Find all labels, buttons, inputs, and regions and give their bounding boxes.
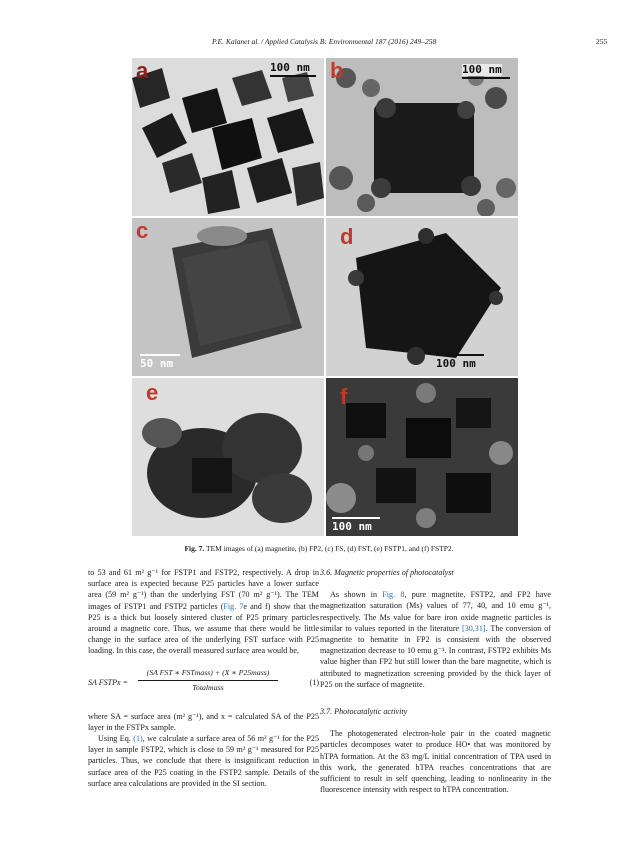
panel-b-scale-bar <box>462 77 510 79</box>
left-p3-a: Using Eq. <box>98 734 134 744</box>
left-paragraph-3 <box>88 733 319 789</box>
panel-d <box>326 218 518 376</box>
fig8-link[interactable]: Fig. 8 <box>382 590 405 600</box>
panel-f <box>326 378 518 536</box>
panel-c-scale: 50 nm <box>140 357 174 370</box>
panel-d-scale: 100 nm <box>436 357 476 370</box>
equation-1 <box>88 665 319 701</box>
panel-b <box>326 58 518 216</box>
fig7-link[interactable]: Fig. 7 <box>223 601 244 611</box>
panel-a-label: a <box>136 58 149 83</box>
panel-a-scale-bar <box>270 75 316 77</box>
left-p1-text: to 53 and 61 m² g⁻¹ for FSTP1 and FSTP2, respectively. A drop in surface area is expected because P25 particles have a lower surface area (59 m² g⁻¹) than the underlying FST (70 m² g⁻¹). The TEM images of FSTP1 and FSTP2 particles ( <box>88 568 319 611</box>
panel-f-label: f <box>340 384 348 409</box>
panel-c <box>132 218 324 376</box>
left-p1-rest: e and f) show that the P25 is a thick but loosely sintered cluster of P25 primary particles around a magnetic core. Thus, we assume that there would be little change in the surface area of the underlying FST surface with P25 loading. In this case, the overall measured surface area would be, <box>88 601 319 656</box>
section-heading-3-6: 3.6. Magnetic properties of photocatalyst <box>320 568 454 577</box>
right-p1-c: . The conversion of magnetite to hematite in FP2 is consistent with the observed magnetization decrease to 10 emu g⁻¹. In contrast, FSTP2 exhibits Ms value higher than FP2 but still lower than the bare magnetite, which is attributed to magnetization screening provided by the thick layer of P25 on the surface of magnetite. <box>320 623 551 689</box>
left-p3-b: , we calculate a surface area of 56 m² g⁻¹ for the P25 layer in sample FSTP2, which is close to 59 m² g⁻¹ measured for P25 particles. Thus, we conclude that there is insignificant reduction in surface area of the P25 coating in the FSTP2 sample. Details of the surface area calculations are provided in the SI section. <box>88 734 319 788</box>
right-p1-b: , pure magnetite, FSTP2, and FP2 have magnetization saturation (Ms) values of 77, 40, and 10 emu g⁻¹, respectively. The Ms value for bare iron oxide magnetic particles is similar to values reported in the literature <box>320 590 551 633</box>
panel-d-label: d <box>340 224 354 249</box>
page-number: 255 <box>596 37 608 46</box>
panel-a-image <box>132 58 324 216</box>
figure-caption-text: TEM images of (a) magnetite, (b) FP2, (c) FS, (d) FST, (e) FSTP1, and (f) FSTP2. <box>204 544 454 553</box>
journal-citation: P.E. Kalanet al. / Applied Catalysis B: Environmental 187 (2016) 249–258 <box>212 37 437 46</box>
panel-b-scale: 100 nm <box>462 63 502 76</box>
equation-numerator: (SA FST ∗ FSTmass) + (X ∗ P25mass) <box>138 667 278 681</box>
right-p1-a: As shown in <box>330 590 383 600</box>
panel-f-image <box>326 378 518 536</box>
panel-c-label: c <box>136 218 149 243</box>
panel-b-label: b <box>330 58 344 83</box>
panel-d-scale-bar <box>436 354 484 356</box>
right-paragraph-1 <box>320 589 551 690</box>
panel-f-scale: 100 nm <box>332 520 372 533</box>
figure-caption <box>0 544 638 553</box>
left-column <box>88 567 319 789</box>
left-paragraph-2: where SA = surface area (m² g⁻¹), and x = calculated SA of the P25 layer in the FSTPx sample. <box>88 711 319 732</box>
panel-a <box>132 58 324 216</box>
equation-denominator: Totalmass <box>192 682 224 692</box>
equation-number: (1) <box>309 677 319 687</box>
equation-fraction <box>138 667 338 693</box>
panel-e-label: e <box>146 380 159 405</box>
tem-figure <box>132 58 518 536</box>
panel-a-scale: 100 nm <box>270 61 310 74</box>
section-heading-3-7: 3.7. Photocatalytic activity <box>320 707 408 717</box>
running-header <box>0 37 638 49</box>
ref-30-31-link[interactable]: [30,31] <box>462 623 486 633</box>
figure-caption-label: Fig. 7. <box>184 544 205 553</box>
panel-f-scale-bar <box>332 517 380 519</box>
panel-e <box>132 378 324 536</box>
right-column <box>320 567 551 795</box>
eq1-link[interactable]: (1) <box>133 734 143 744</box>
panel-e-image <box>132 378 324 536</box>
equation-lhs: SA FSTPx = <box>88 677 128 687</box>
left-paragraph-1 <box>88 567 319 657</box>
panel-b-image <box>326 58 518 216</box>
right-paragraph-2: The photogenerated electron-hole pair in the coated magnetic particles decomposes water to produce HO• that was monitored by hTPA formation. At the 83 mg/L initial concentration of TPA used in this work, the generated hTPA reaches concentrations that are sufficient to result in self quenching, leading to nonlinearity in the fluorescence intensity with respect to hTPA concentration. <box>320 729 551 795</box>
panel-c-scale-bar <box>140 354 180 356</box>
panel-d-image <box>326 218 518 376</box>
panel-c-image <box>132 218 324 376</box>
